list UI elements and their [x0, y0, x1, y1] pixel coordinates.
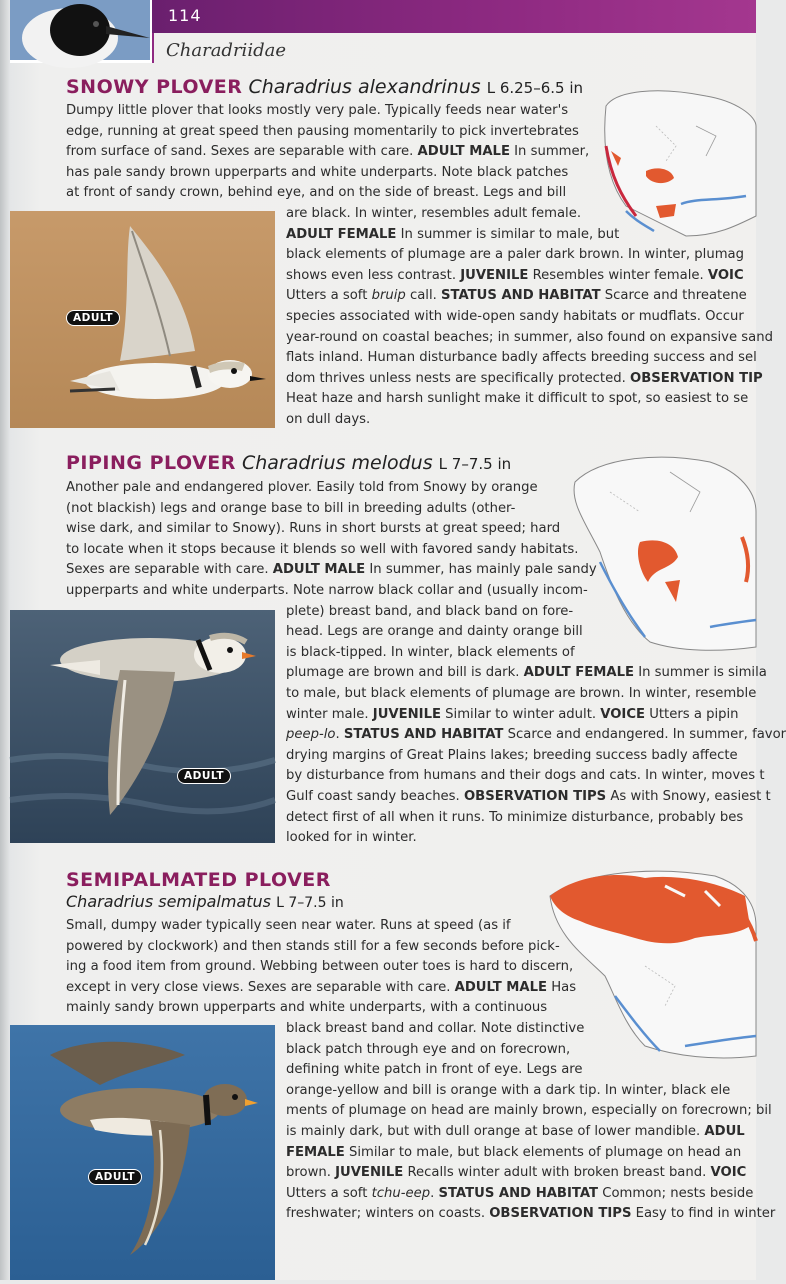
photo-badge: ADULT	[88, 1169, 142, 1185]
text-line: black patch through eye and on forecrown,	[286, 1041, 571, 1057]
text-line: Utters a soft tchu-eep. STATUS AND HABITAT Common; nests beside	[286, 1185, 754, 1201]
text-line: species associated with wide-open sandy habitats or mudflats. Occur	[286, 308, 744, 324]
photo-badge: ADULT	[66, 310, 120, 326]
text-line: shows even less contrast. JUVENILE Resembles winter female. VOIC	[286, 267, 744, 283]
text-line: drying margins of Great Plains lakes; breeding success badly affecte	[286, 747, 738, 763]
text-line: FEMALE Similar to male, but black elements of plumage on head an	[286, 1144, 742, 1160]
latin-name: Charadrius melodus	[241, 452, 433, 474]
text-line: plete) breast band, and black band on fore-	[286, 603, 574, 619]
species-subtitle-semipalmated	[66, 892, 344, 911]
text-line: are black. In winter, resembles adult female.	[286, 205, 582, 221]
text-line: Heat haze and harsh sunlight make it difficult to spot, so easiest to se	[286, 391, 749, 407]
species-title-semipalmated	[66, 869, 331, 891]
photo-badge: ADULT	[177, 768, 231, 784]
text-line: has pale sandy brown upperparts and white underparts. Note black patches	[66, 164, 569, 180]
text-line: Dumpy little plover that looks mostly very pale. Typically feeds near water's	[66, 103, 569, 118]
text-line: powered by clockwork) and then stands still for a few seconds before pick-	[66, 938, 560, 954]
text-line: except in very close views. Sexes are separable with care. ADULT MALE Has	[66, 979, 577, 995]
text-line: looked for in winter.	[286, 830, 417, 846]
common-name: PIPING PLOVER	[66, 452, 236, 474]
header-bird-thumbnail	[10, 0, 153, 63]
text-line: Small, dumpy wader typically seen near water. Runs at speed (as if	[66, 918, 511, 933]
text-line: on dull days.	[286, 411, 371, 427]
header-divider	[152, 33, 154, 63]
common-name: SNOWY PLOVER	[66, 76, 243, 98]
text-line: is black-tipped. In winter, black elements of	[286, 644, 575, 660]
text-line: Another pale and endangered plover. Easily told from Snowy by orange	[66, 480, 538, 495]
text-line: wise dark, and similar to Snowy). Runs in short bursts at great speed; hard	[66, 521, 561, 537]
text-line: freshwater; winters on coasts. OBSERVATION TIPS Easy to find in winter	[286, 1206, 776, 1222]
text-line: to male, but black elements of plumage are brown. In winter, resemble	[286, 685, 757, 701]
text-line: to locate when it stops because it blends so well with favored sandy habitats.	[66, 541, 579, 557]
common-name: SEMIPALMATED PLOVER	[66, 869, 331, 891]
text-line: black elements of plumage are a paler dark brown. In winter, plumag	[286, 247, 745, 263]
text-line: is mainly dark, but with dull orange at base of lower mandible. ADUL	[286, 1123, 745, 1139]
text-line: winter male. JUVENILE Similar to winter adult. VOICE Utters a pipin	[286, 706, 739, 722]
text-line: at front of sandy crown, behind eye, and on the side of breast. Legs and bill	[66, 185, 567, 201]
text-line: year-round on coastal beaches; in summer, also found on expansive sand	[286, 329, 773, 345]
text-line: peep-lo. STATUS AND HABITAT Scarce and endangered. In summer, favor	[286, 727, 786, 743]
header-bar	[152, 0, 756, 33]
text-line: detect first of all when it runs. To minimize disturbance, probably bes	[286, 809, 744, 825]
text-line: head. Legs are orange and dainty orange bill	[286, 624, 583, 640]
text-line: edge, running at great speed then pausing momentarily to pick invertebrates	[66, 123, 579, 139]
text-line: Gulf coast sandy beaches. OBSERVATION TIPS As with Snowy, easiest t	[286, 788, 771, 804]
snowy-plover-photo	[10, 211, 275, 428]
latin-name: Charadrius semipalmatus	[66, 892, 271, 911]
snowy-range-map	[596, 86, 756, 238]
text-line: ing a food item from ground. Webbing between outer toes is hard to discern,	[66, 959, 574, 975]
length: L 6.25–6.5 in	[486, 79, 584, 97]
family-name: Charadriidae	[166, 40, 286, 61]
text-line: ADULT FEMALE In summer is similar to male, but	[286, 226, 620, 242]
text-line: flats inland. Human disturbance badly affects breeding success and sel	[286, 350, 757, 366]
latin-name: Charadrius alexandrinus	[248, 76, 481, 98]
text-line: (not blackish) legs and orange base to bill in breeding adults (other-	[66, 500, 516, 516]
length: L 7–7.5 in	[438, 455, 512, 473]
page-number: 114	[168, 6, 202, 25]
text-line: from surface of sand. Sexes are separable with care. ADULT MALE In summer,	[66, 144, 590, 160]
text-line: by disturbance from humans and their dogs and cats. In winter, moves t	[286, 768, 765, 784]
text-line: orange-yellow and bill is orange with a dark tip. In winter, black ele	[286, 1082, 731, 1098]
semipalmated-range-map	[545, 866, 756, 1062]
length: L 7–7.5 in	[276, 895, 344, 911]
species-title-snowy	[66, 76, 583, 98]
text-line: black breast band and collar. Note distinctive	[286, 1020, 585, 1036]
text-line: upperparts and white underparts. Note narrow black collar and (usually incom-	[66, 582, 588, 598]
text-line: ments of plumage on head are mainly brown, especially on forecrown; bil	[286, 1103, 772, 1119]
species-title-piping	[66, 452, 511, 474]
text-line: plumage are brown and bill is dark. ADULT FEMALE In summer is simila	[286, 665, 767, 681]
text-line: Sexes are separable with care. ADULT MALE In summer, has mainly pale sandy	[66, 562, 597, 578]
piping-plover-photo	[10, 610, 275, 843]
text-line: dom thrives unless nests are specifically protected. OBSERVATION TIP	[286, 370, 763, 386]
piping-range-map	[570, 452, 756, 657]
text-line: Utters a soft bruip call. STATUS AND HABITAT Scarce and threatene	[286, 288, 747, 304]
semipalmated-plover-photo	[10, 1025, 275, 1280]
text-line: defining white patch in front of eye. Legs are	[286, 1062, 583, 1078]
text-line: brown. JUVENILE Recalls winter adult with broken breast band. VOIC	[286, 1165, 747, 1181]
text-line: mainly sandy brown upperparts and white underparts, with a continuous	[66, 1000, 548, 1016]
